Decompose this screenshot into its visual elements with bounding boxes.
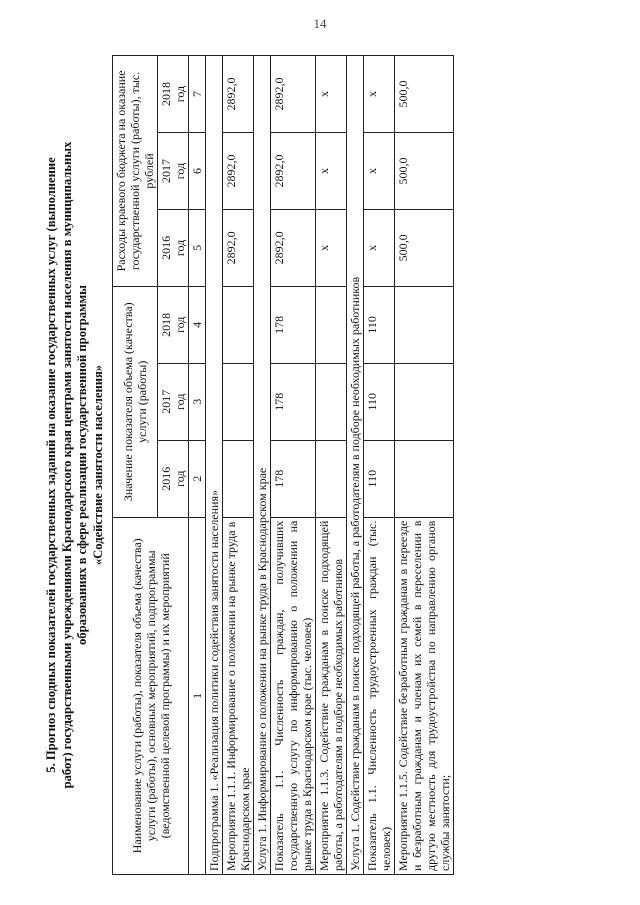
column-number: 2 <box>189 440 206 517</box>
table-header-row <box>113 56 158 875</box>
column-number: 6 <box>189 133 206 210</box>
expense-cell: х <box>364 56 395 133</box>
expense-cell: 500,0 <box>395 56 454 133</box>
heading-line-3: образованиях в сфере реализации государственной программы <box>75 285 89 645</box>
expense-cell: 2892,0 <box>223 56 254 133</box>
value-cell <box>316 363 347 440</box>
column-number: 1 <box>189 517 206 874</box>
heading-line-4: «Содействие занятости населения» <box>90 364 105 566</box>
page-number: 14 <box>313 16 327 31</box>
column-number: 3 <box>189 363 206 440</box>
value-cell <box>223 363 254 440</box>
header-year: 2018 год <box>158 286 189 363</box>
expense-cell: 2892,0 <box>271 56 316 133</box>
value-cell: 110 <box>364 363 395 440</box>
header-year: 2017 год <box>158 133 189 210</box>
expense-cell: 2892,0 <box>223 209 254 286</box>
expense-cell: х <box>316 133 347 210</box>
header-name-column: Наименование услуги (работы), показателя объема (качества) услуги (работы), основных мероприятий, подпрограммы (ведомственной целевой программы) и их мероприятий <box>113 517 189 874</box>
section-heading <box>44 95 106 835</box>
header-expense-group: Расходы краевого бюджета на оказание государственной услуги (работы), тыс. рублей <box>113 56 158 287</box>
table-row <box>271 56 316 875</box>
table-row <box>254 56 271 875</box>
event-label: Мероприятие 1.1.5. Содействие безработным гражданам в переезде и безработным гражданам и членам их семей в переселении в другую местность для трудоустройства по направлению органов службы занятости; <box>395 517 454 874</box>
expense-cell: х <box>316 209 347 286</box>
value-cell <box>223 286 254 363</box>
table-row <box>223 56 254 875</box>
table-row <box>206 56 223 875</box>
expense-cell: х <box>364 209 395 286</box>
header-year: 2017 год <box>158 363 189 440</box>
column-number: 5 <box>189 209 206 286</box>
expense-cell: 2892,0 <box>223 133 254 210</box>
expense-cell: х <box>364 133 395 210</box>
table-row <box>364 56 395 875</box>
value-cell: 178 <box>271 286 316 363</box>
header-year: 2016 год <box>158 209 189 286</box>
table-row <box>316 56 347 875</box>
expense-cell: 2892,0 <box>271 209 316 286</box>
column-number: 7 <box>189 56 206 133</box>
event-label: Мероприятие 1.1.1. Информирование о положении на рынке труда в Краснодарском крае <box>223 517 254 874</box>
header-year: 2016 год <box>158 440 189 517</box>
expense-cell: 500,0 <box>395 209 454 286</box>
value-cell <box>395 363 454 440</box>
service-title: Услуга 1. Содействие гражданам в поиске подходящей работы, а работодателям в подборе необходимых работников <box>347 56 364 875</box>
column-number: 4 <box>189 286 206 363</box>
table-row <box>395 56 454 875</box>
header-year: 2018 год <box>158 56 189 133</box>
expense-cell: 2892,0 <box>271 133 316 210</box>
heading-line-2: работ) государственными учреждениями Краснодарского края центрами занятости населения в муниципальных <box>59 141 74 789</box>
service-title: Услуга 1. Информирование о положении на рынке труда в Краснодарском крае <box>254 56 271 875</box>
value-cell: 178 <box>271 440 316 517</box>
expense-cell: х <box>316 56 347 133</box>
value-cell <box>395 440 454 517</box>
event-label: Мероприятие 1.1.3. Содействие гражданам в поиске подходящей работы, а работодателям в подборе необходимых работников <box>316 517 347 874</box>
value-cell: 110 <box>364 286 395 363</box>
subprogram-title: Подпрограмма 1. «Реализация политики содействия занятости населения» <box>206 56 223 875</box>
header-value-group: Значение показателя объема (качества) услуги (работы) <box>113 286 158 517</box>
table-row <box>347 56 364 875</box>
value-cell <box>223 440 254 517</box>
column-number-row <box>189 56 206 875</box>
expense-cell: 500,0 <box>395 133 454 210</box>
rotated-page-content <box>44 55 600 875</box>
value-cell <box>316 440 347 517</box>
indicator-label: Показатель 1.1. Численность трудоустроенных граждан (тыс. человек) <box>364 517 395 874</box>
value-cell <box>395 286 454 363</box>
indicator-label: Показатель 1.1. Численность граждан, получивших государственную услугу по информированию о положении на рынке труда в Краснодарском крае (тыс. человек) <box>271 517 316 874</box>
heading-line-1: 5. Прогноз сводных показателей государственных заданий на оказание государственных услуг (выполнение <box>44 157 58 773</box>
value-cell: 178 <box>271 363 316 440</box>
value-cell <box>316 286 347 363</box>
value-cell: 110 <box>364 440 395 517</box>
forecast-table <box>112 55 454 875</box>
